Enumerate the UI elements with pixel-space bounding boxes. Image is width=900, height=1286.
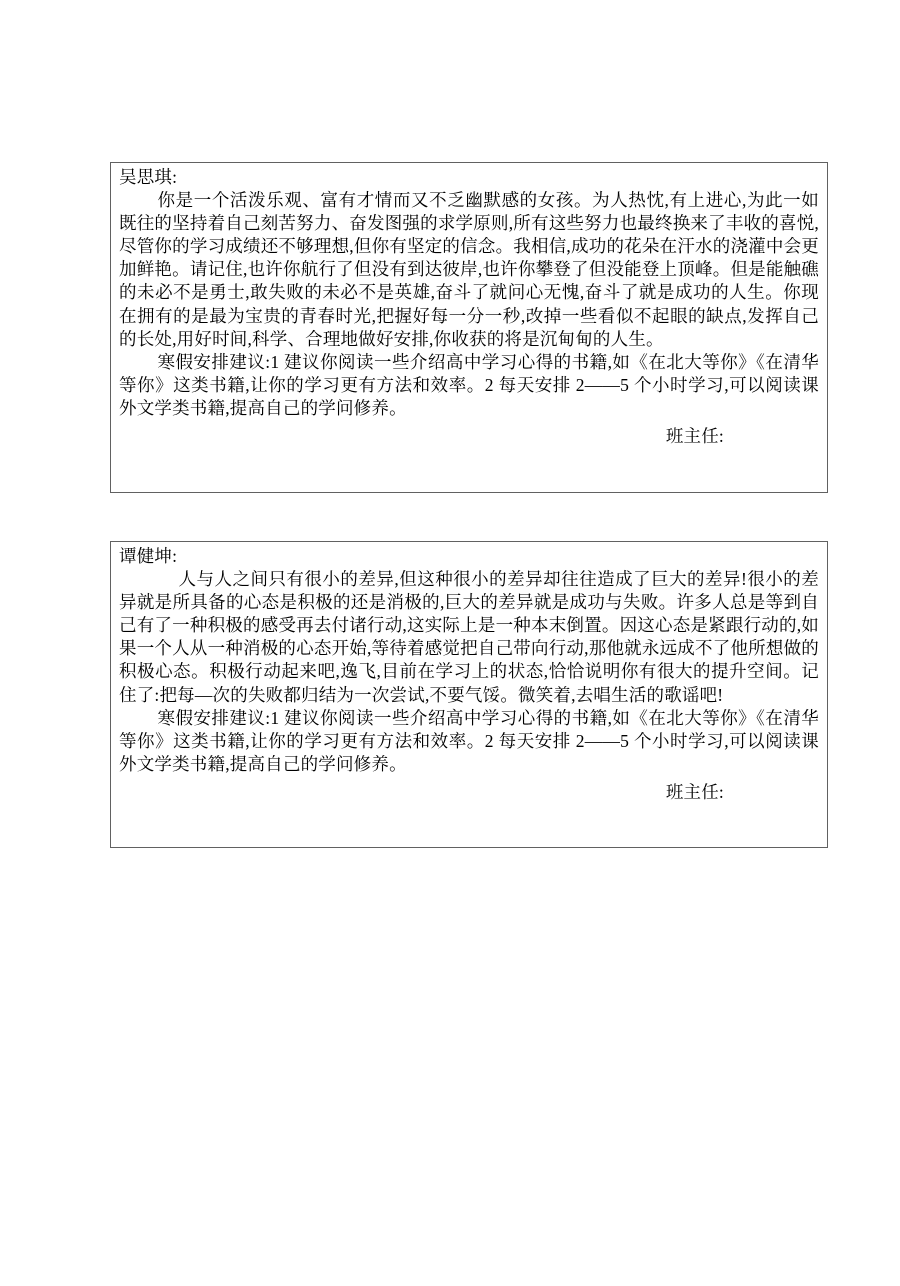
student-name: 谭健坤: (119, 546, 178, 566)
holiday-suggestion-paragraph: 寒假安排建议:1 建议你阅读一些介绍高中学习心得的书籍,如《在北大等你》《在清华等你》这类书籍,让你的学习更有方法和效率。2 每天安排 2——5 个小时学习,可以阅读课外文学类书籍,提高自己的学问修养。 (119, 351, 819, 418)
comment-card-tanjiankun (110, 541, 828, 848)
teacher-signature: 班主任: (665, 781, 724, 802)
comment-paragraph: 你是一个活泼乐观、富有才情而又不乏幽默感的女孩。为人热忱,有上进心,为此一如既往的坚持着自己刻苦努力、奋发图强的求学原则,所有这些努力也最终换来了丰收的喜悦,尽管你的学习成绩还不够理想,但你有坚定的信念。我相信,成功的花朵在汗水的浇灌中会更加鲜艳。请记住,也许你航行了但没有到达彼岸,也许你攀登了但没能登上顶峰。但是能触礁的未必不是勇士,敢失败的未必不是英雄,奋斗了就问心无愧,奋斗了就是成功的人生。你现在拥有的是最为宝贵的青春时光,把握好每一分一秒,改掉一些看似不起眼的缺点,发挥自己的长处,用好时间,科学、合理地做好安排,你收获的将是沉甸甸的人生。 (119, 190, 819, 349)
holiday-suggestion-paragraph: 寒假安排建议:1 建议你阅读一些介绍高中学习心得的书籍,如《在北大等你》《在清华等你》这类书籍,让你的学习更有方法和效率。2 每天安排 2——5 个小时学习,可以阅读课外文学类书籍,提高自己的学问修养。 (119, 707, 819, 774)
comment-paragraph: 人与人之间只有很小的差异,但这种很小的差异却往往造成了巨大的差异!很小的差异就是所具备的心态是积极的还是消极的,巨大的差异就是成功与失败。许多人总是等到自己有了一种积极的感受再去付诸行动,这实际上是一种本末倒置。因这心态是紧跟行动的,如果一个人从一种消极的心态开始,等待着感觉把自己带向行动,那他就永远成不了他所想做的积极心态。积极行动起来吧,逸飞,目前在学习上的状态,恰恰说明你有很大的提升空间。记住了:把每—次的失败都归结为一次尝试,不要气馁。微笑着,去唱生活的歌谣吧! (119, 569, 819, 705)
comment-card-wusiqi (110, 162, 828, 493)
teacher-signature: 班主任: (665, 426, 724, 447)
student-name: 吴思琪: (119, 167, 178, 187)
